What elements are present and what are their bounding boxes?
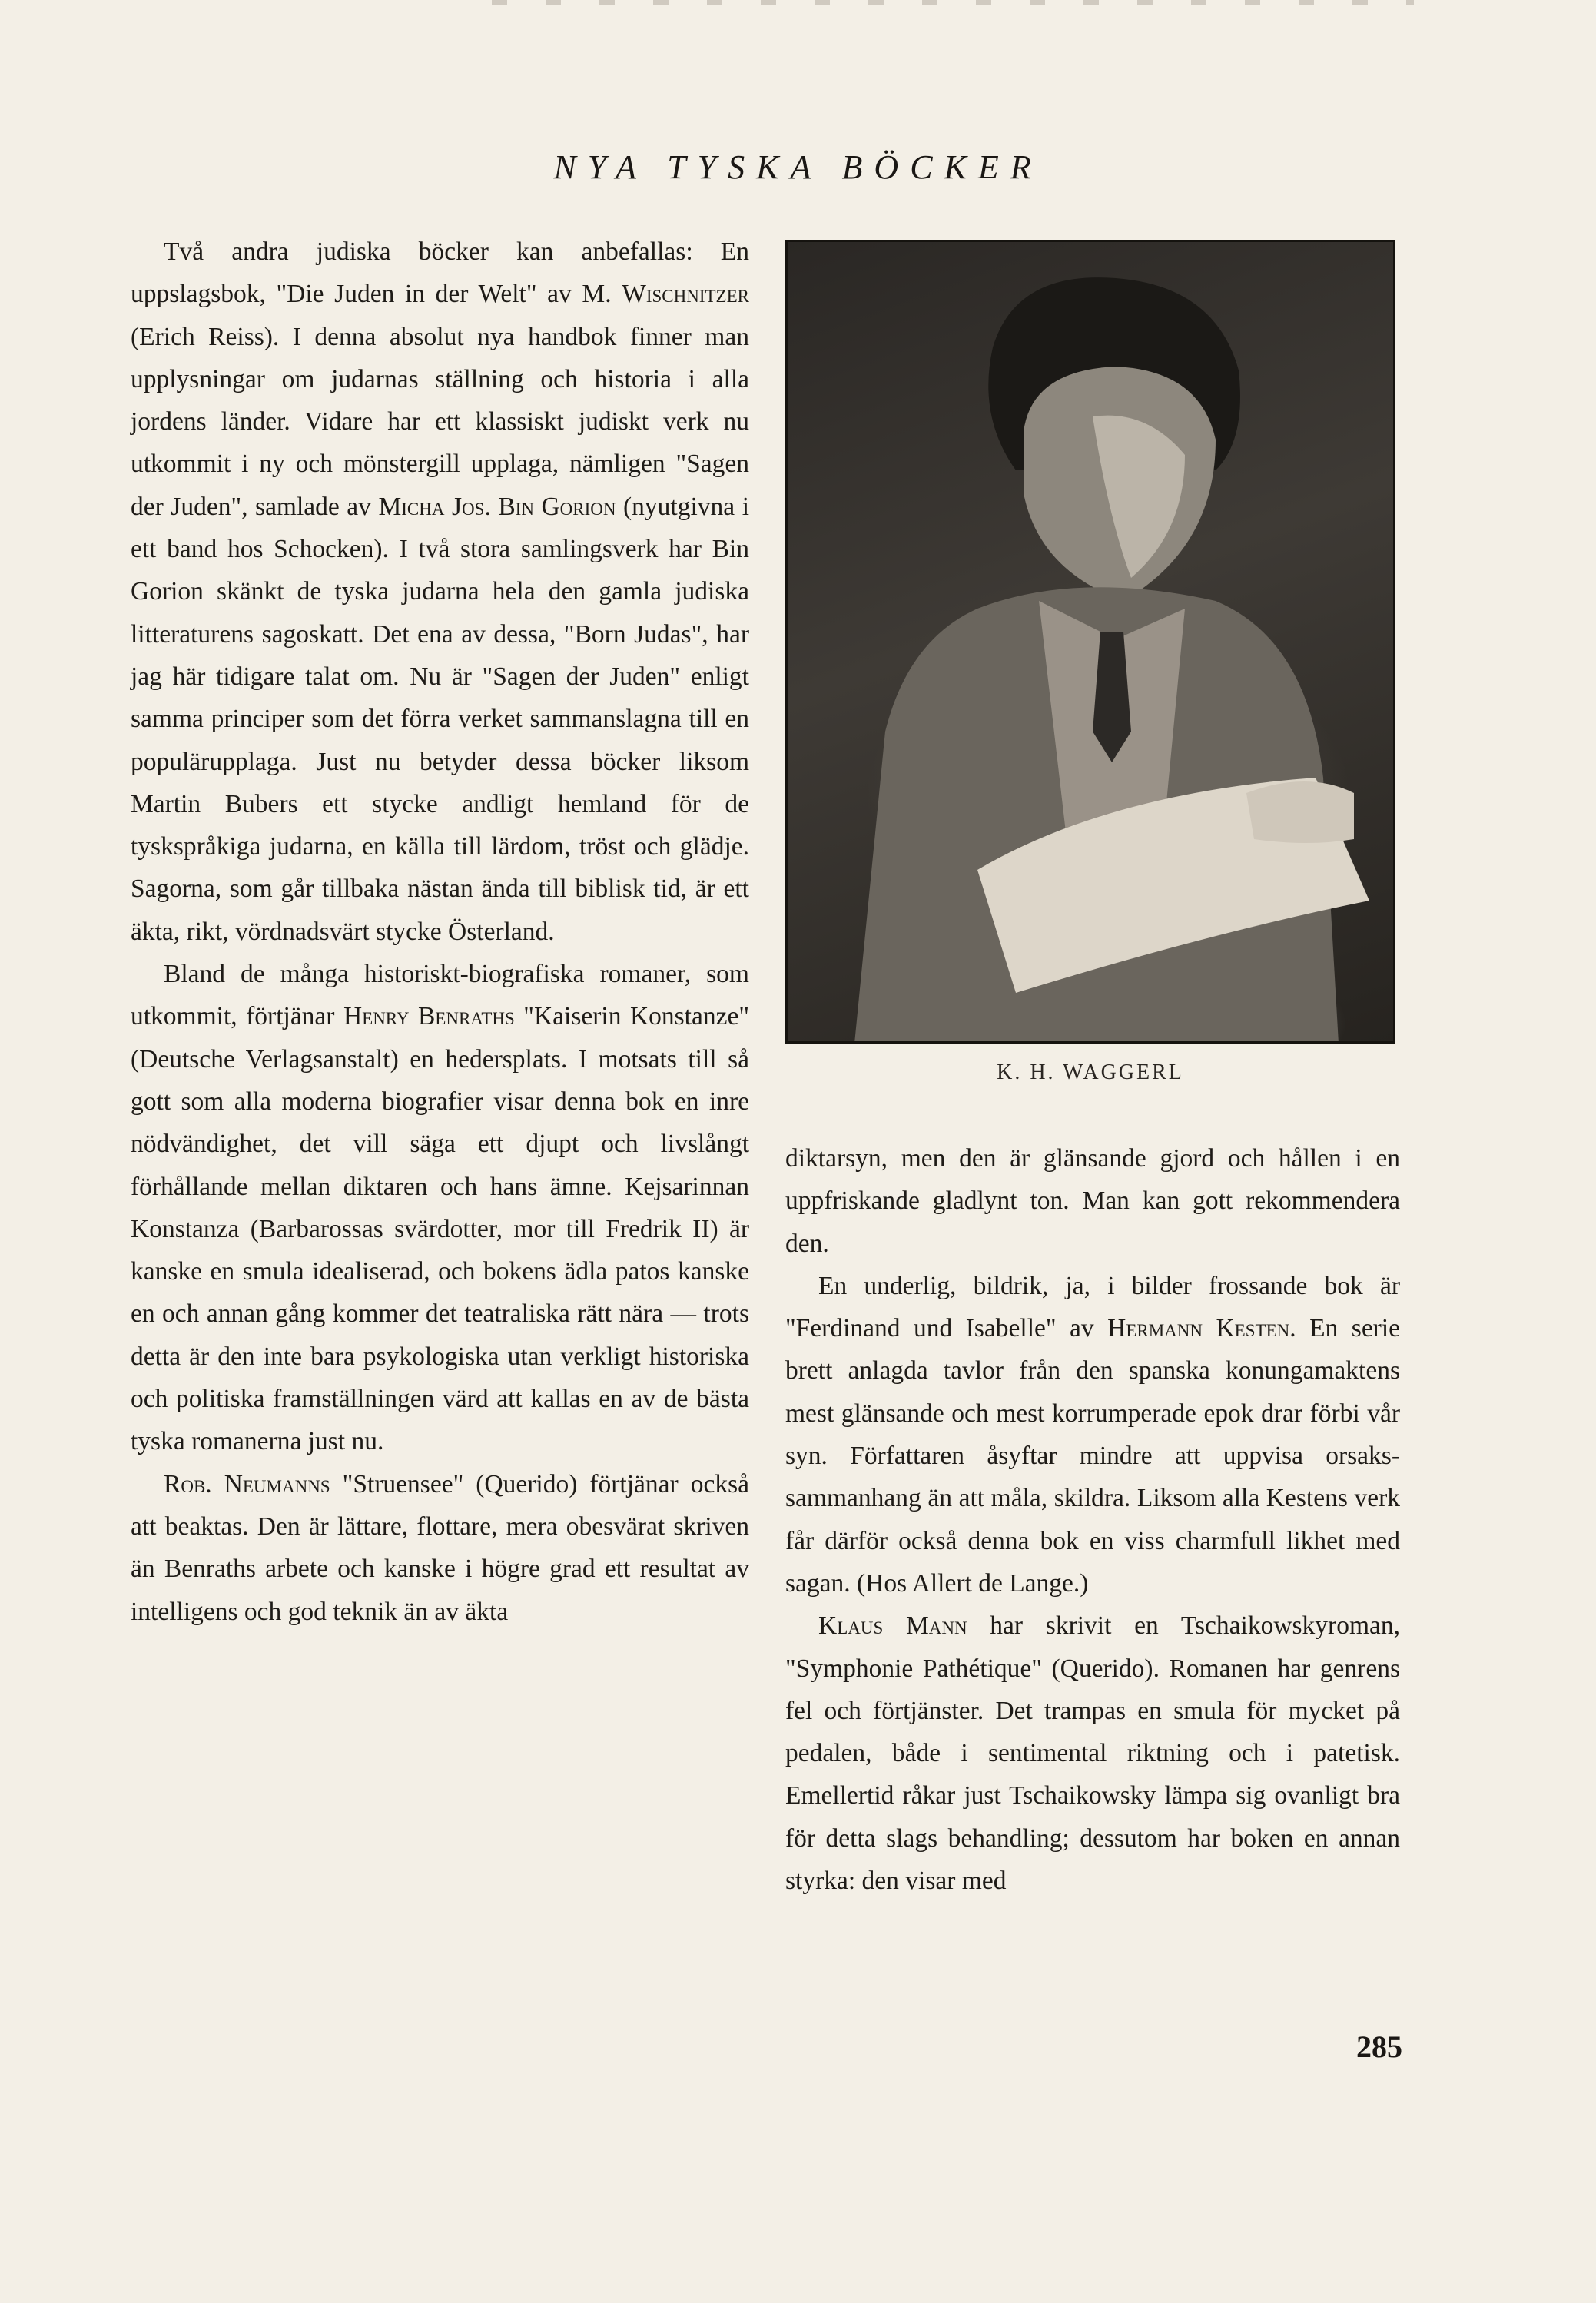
left-column (131, 231, 749, 1633)
paragraph-benrath: Bland de många historiskt-biografiska romaner, som utkommit, förtjänar Henry Benraths "Kaiserin Konstanze" (Deutsche Verlagsanstalt) en hedersplats. I motsats till så gott som alla moderna biografier visar denna bok en inre nödvändighet, det vill säga ett djupt och livslångt förhållande mellan diktaren och hans ämne. Kejsarinnan Konstanza (Barbarossas svärdotter, mor till Fredrik II) är kanske en smula idealiserad, och bokens ädla patos kanske en och annan gång kommer det teatraliska rätt nära — trots detta är den inte bara psykologiska utan verkligt historiska och politiska framställningen värd att kallas en av de bästa tyska romanerna just nu. (131, 960, 750, 1456)
author-name: Rob. Neumanns (164, 1469, 330, 1498)
author-name: Hermann Kesten (1107, 1314, 1290, 1343)
paragraph-kesten: En underlig, bildrik, ja, i bilder frossande bok är "Ferdinand und Isabelle" av Hermann Kesten. En serie brett anlagda tavlor från den spanska konungamaktens mest glänsande och mest korrumperade epok drar förbi vår syn. Författaren åsyftar mindre att uppvisa orsakssammanhang än att måla, skildra. Liksom alla Kestens verk får därför också denna bok en viss charmfull likhet med sagan. (Hos Allert de Lange.) (785, 1271, 1401, 1598)
running-head: NYA TYSKA BÖCKER (553, 148, 1043, 186)
author-name: Henry Benraths (343, 1002, 515, 1031)
portrait-photo (785, 240, 1395, 1044)
photo-caption: K. H. WAGGERL (997, 1060, 1184, 1084)
author-name: Klaus Mann (818, 1611, 967, 1641)
author-name: Micha Jos. Bin Gorion (378, 492, 616, 521)
author-name: Wischnitzer (622, 280, 749, 309)
right-column (785, 1137, 1400, 1902)
paragraph-neumann: Rob. Neumanns "Struensee" (Querido) förtjänar också att beaktas. Den är lättare, flottare, mera obesvärat skriven än Benraths arbete och kanske i högre grad ett resultat av intelligens och god teknik än av äkta (131, 1469, 749, 1626)
paragraph-continuation: diktarsyn, men den är glänsande gjord och hållen i en uppfriskande gladlynt ton. Man kan gott rekommendera den. (785, 1144, 1400, 1258)
scan-edge-marks (492, 0, 1414, 5)
page-number: 285 (1356, 2029, 1402, 2064)
paragraph-klaus-mann: Klaus Mann har skrivit en Tschaikowskyroman, "Symphonie Pathétique" (Querido). Romanen har genrens fel och förtjänster. Det trampas en smula för mycket på pedalen, både i sentimental riktning och i patetisk. Emellertid råkar just Tschaikowsky lämpa sig ovanligt bra för detta slags behandling; dessutom har boken en annan styrka: den visar med (785, 1611, 1401, 1896)
portrait-illustration (785, 240, 1395, 1044)
paragraph-jewish-books: Två andra judiska böcker kan anbefallas: En uppslagsbok, "Die Juden in der Welt" av M. Wischnitzer (Erich Reiss). I denna absolut nya handbok finner man upplysningar om judarnas ställning och historia i alla jordens länder. Vidare har ett klassiskt judiskt verk nu utkommit i ny och mönstergill upplaga, nämligen "Sagen der Juden", samlade av Micha Jos. Bin Gorion (nyutgivna i ett band hos Schocken). I två stora samlingsverk har Bin Gorion skänkt de tyska judarna hela den gamla judiska litteraturens sagoskatt. Det ena av dessa, "Born Judas", har jag här tidigare talat om. Nu är "Sagen der Juden" enligt samma principer som det förra verket sammanslagna till en populärupplaga. Just nu betyder dessa böcker liksom Martin Bubers ett stycke andligt hemland för de tyskspråkiga judarna, en källa till lärdom, tröst och glädje. Sagorna, som går tillbaka nästan ända till biblisk tid, är ett äkta, rikt, vördnadsvärt stycke Österland. (131, 237, 749, 946)
